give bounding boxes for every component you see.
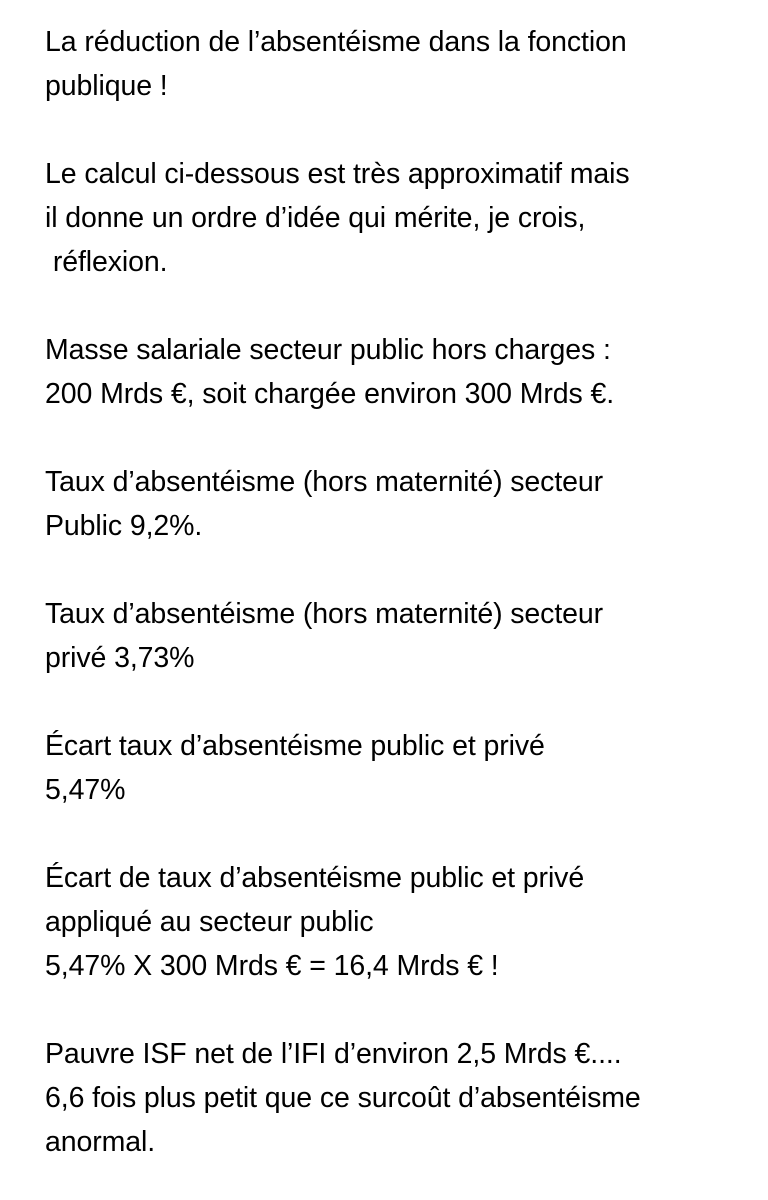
paragraph-payroll: [45, 328, 745, 416]
text-line: 5,47%: [45, 774, 126, 806]
text-line: privé 3,73%: [45, 642, 195, 674]
text-line: publique !: [45, 70, 168, 102]
text-line: La réduction de l’absentéisme dans la fonction: [45, 26, 627, 58]
paragraph-conclusion: [45, 1032, 745, 1164]
paragraph-gap-applied: [45, 856, 745, 988]
text-line: Écart de taux d’absentéisme public et privé: [45, 862, 585, 894]
paragraph-public-rate: [45, 460, 745, 548]
paragraph-title: [45, 20, 745, 108]
paragraph-intro: [45, 152, 745, 284]
text-line: Taux d’absentéisme (hors maternité) secteur: [45, 466, 604, 498]
text-line: 5,47% X 300 Mrds € = 16,4 Mrds € !: [45, 950, 499, 982]
text-line: Public 9,2%.: [45, 510, 203, 542]
text-line: anormal.: [45, 1126, 156, 1158]
text-line: Pauvre ISF net de l’IFI d’environ 2,5 Mrds €....: [45, 1038, 622, 1070]
text-line: appliqué au secteur public: [45, 906, 374, 938]
text-line: Masse salariale secteur public hors charges :: [45, 334, 611, 366]
paragraph-gap: [45, 724, 745, 812]
text-line: réflexion.: [45, 246, 168, 278]
note-body: [45, 20, 745, 1164]
text-line: 200 Mrds €, soit chargée environ 300 Mrds €.: [45, 378, 615, 410]
paragraph-private-rate: [45, 592, 745, 680]
text-line: 6,6 fois plus petit que ce surcoût d’absentéisme: [45, 1082, 641, 1114]
text-line: Taux d’absentéisme (hors maternité) secteur: [45, 598, 604, 630]
text-line: Écart taux d’absentéisme public et privé: [45, 730, 545, 762]
text-line: Le calcul ci-dessous est très approximatif mais: [45, 158, 630, 190]
text-line: il donne un ordre d’idée qui mérite, je crois,: [45, 202, 586, 234]
